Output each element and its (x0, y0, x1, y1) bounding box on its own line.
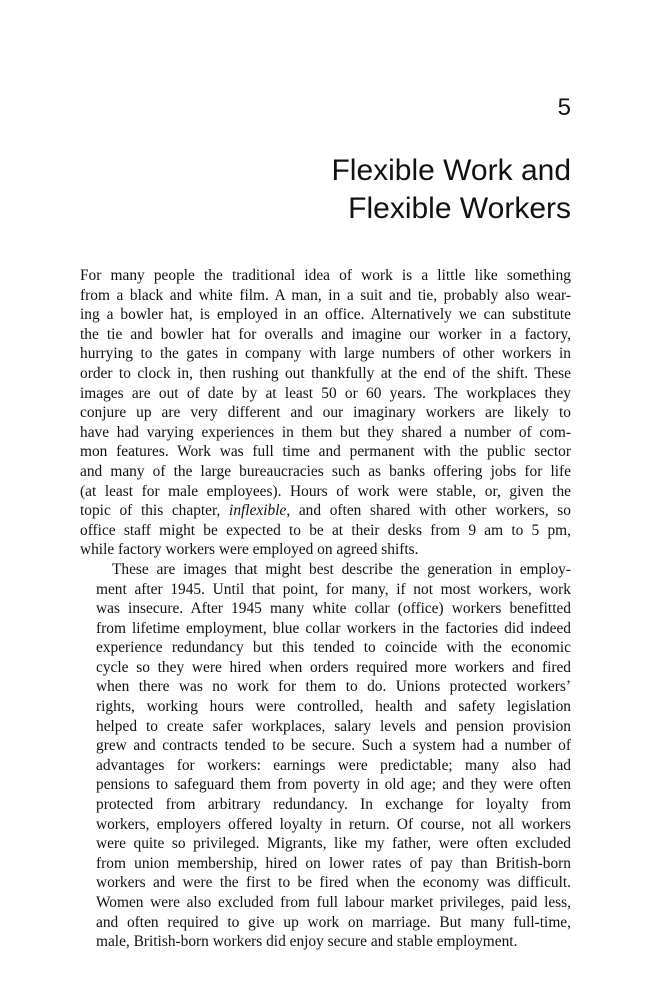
text-line: mon features. Work was full time and permanent with the public sector (80, 443, 571, 461)
text-line: protected from arbitrary redundancy. In exchange for loyalty from (96, 796, 571, 814)
text-line: images are out of date by at least 50 or 60 years. The workplaces they (80, 384, 571, 402)
text-line-with-italic (80, 501, 571, 521)
chapter-number: 5 (557, 94, 571, 121)
text-line: Women were also excluded from full labour market privileges, paid less, (96, 894, 571, 911)
text-line: from a black and white film. A man, in a suit and tie, probably also wear- (80, 286, 571, 304)
text-line: helped to create safer workplaces, salary levels and pension provision (96, 717, 571, 735)
text-line: cycle so they were hired when orders required more workers and fired (96, 658, 571, 676)
text-line: experience redundancy but this tended to coincide with the economic (96, 639, 571, 657)
text-line: These are images that might best describe the generation in employ- (112, 560, 571, 578)
text-line: pensions to safeguard them from poverty in old age; and they were often (96, 776, 571, 794)
text-line: office staff might be expected to be at their desks from 9 am to 5 pm, (80, 521, 571, 539)
text-line: was insecure. After 1945 many white collar (office) workers benefitted (96, 600, 571, 618)
text-line: from lifetime employment, blue collar workers in the factories did indeed (96, 619, 571, 637)
text-line: have had varying experiences in them but they shared a number of com- (80, 423, 571, 441)
text-line: order to clock in, then rushing out thankfully at the end of the shift. These (80, 364, 571, 382)
text-line: ment after 1945. Until that point, for many, if not most workers, work (96, 580, 571, 598)
text-line: male, British-born workers did enjoy secure and stable employment. (96, 933, 518, 951)
paragraph-1 (80, 266, 571, 560)
text-line: conjure up are very different and our imaginary workers are likely to (80, 404, 571, 422)
chapter-body (80, 266, 571, 952)
text-line: from union membership, hired on lower rates of pay than British-born (96, 854, 571, 872)
text-line: advantages for workers: earnings were predictable; many also had (96, 756, 571, 774)
text-fragment: , and often shared with other workers, so (286, 502, 571, 520)
text-fragment: topic of this chapter, (80, 502, 230, 520)
text-line: while factory workers were employed on agreed shifts. (80, 541, 419, 559)
text-line: workers, employers offered loyalty in return. Of course, not all workers (96, 815, 571, 833)
text-line: were quite so privileged. Migrants, like my father, were often excluded (96, 835, 571, 853)
text-line: when there was no work for them to do. Unions protected workers’ (96, 678, 571, 696)
text-line: (at least for male employees). Hours of work were stable, or, given the (80, 482, 571, 500)
chapter-title-line-2: Flexible Workers (348, 192, 571, 225)
text-line: hurrying to the gates in company with large numbers of other workers in (80, 345, 571, 363)
text-line: the tie and bowler hat for overalls and imagine our worker in a factory, (80, 325, 571, 343)
text-line: rights, working hours were controlled, health and safety legislation (96, 698, 571, 716)
text-line: ing a bowler hat, is employed in an office. Alternatively we can substitute (80, 306, 571, 324)
chapter-title (151, 152, 571, 228)
text-line: grew and contracts tended to be secure. Such a system had a number of (96, 737, 571, 755)
italic-term: inflexible (229, 502, 287, 520)
text-line: and many of the large bureaucracies such as banks offering jobs for life (80, 462, 571, 480)
paragraph-2 (80, 560, 571, 952)
text-line: For many people the traditional idea of work is a little like something (80, 267, 571, 284)
text-line: and often required to give up work on marriage. But many full-time, (96, 913, 571, 931)
chapter-title-line-1: Flexible Work and (331, 154, 571, 187)
text-line: workers and were the first to be fired when the economy was difficult. (96, 874, 571, 892)
